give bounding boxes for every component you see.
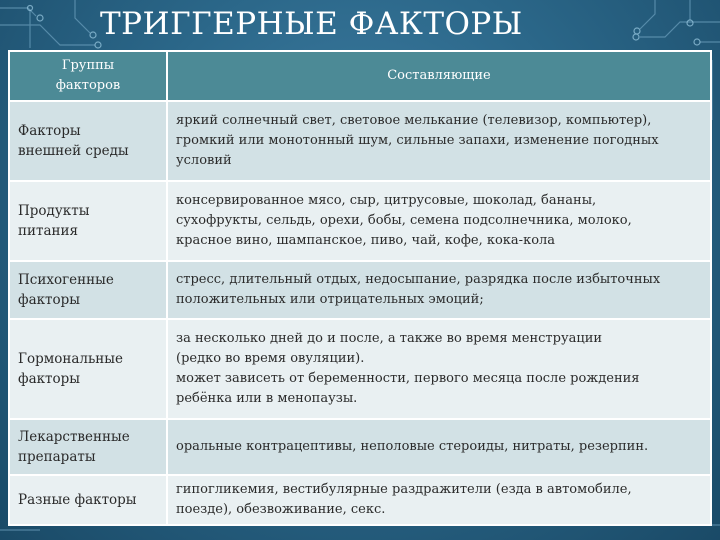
component-line: сухофрукты, сельдь, орехи, бобы, семена подсолнечника, молоко, (176, 213, 632, 228)
row-group (9, 319, 167, 419)
row-components (167, 475, 711, 525)
row-group (9, 261, 167, 319)
component-line: громкий или монотонный шум, сильные запахи, изменение погодных (176, 133, 659, 148)
row-group (9, 419, 167, 475)
slide-title: ТРИГГЕРНЫЕ ФАКТОРЫ (100, 6, 523, 42)
row-components (167, 261, 711, 319)
component-line: поезде), обезвоживание, секс. (176, 502, 386, 517)
group-line: Факторы (18, 123, 81, 139)
component-line: оральные контрацептивы, неполовые стероиды, нитраты, резерпин. (176, 439, 649, 454)
group-line: Разные факторы (18, 492, 137, 508)
component-line: красное вино, шампанское, пиво, чай, кофе, кока-кола (176, 233, 556, 248)
table-row (9, 319, 711, 419)
header-groups (9, 51, 167, 101)
table-header-row (9, 51, 711, 101)
group-line: Продукты (18, 203, 90, 219)
row-group (9, 475, 167, 525)
component-line: ребёнка или в менопаузы. (176, 391, 358, 406)
table-row (9, 261, 711, 319)
row-components (167, 101, 711, 181)
component-line: консервированное мясо, сыр, цитрусовые, шоколад, бананы, (176, 193, 597, 208)
group-line: препараты (18, 449, 96, 465)
header-groups-line: факторов (55, 78, 121, 93)
component-line: (редко во время овуляции). (176, 351, 365, 366)
table-row (9, 181, 711, 261)
row-group (9, 101, 167, 181)
group-line: Гормональные (18, 351, 124, 367)
table-row (9, 475, 711, 525)
table-row (9, 419, 711, 475)
group-line: Лекарственные (18, 429, 130, 445)
component-line: стресс, длительный отдых, недосыпание, разрядка после избыточных (176, 272, 661, 287)
table-row (9, 101, 711, 181)
row-components (167, 319, 711, 419)
component-line: за несколько дней до и после, а также во время менструации (176, 331, 603, 346)
component-line: может зависеть от беременности, первого месяца после рождения (176, 371, 640, 386)
group-line: Психогенные (18, 272, 114, 288)
trigger-factors-table (8, 50, 712, 526)
row-components (167, 419, 711, 475)
row-group (9, 181, 167, 261)
group-line: питания (18, 223, 79, 239)
header-components: Составляющие (167, 51, 711, 101)
component-line: гипогликемия, вестибулярные раздражители (езда в автомобиле, (176, 482, 632, 497)
group-line: внешней среды (18, 143, 129, 159)
row-components (167, 181, 711, 261)
header-groups-line: Группы (61, 58, 115, 73)
group-line: факторы (18, 292, 81, 308)
group-line: факторы (18, 371, 81, 387)
component-line: положительных или отрицательных эмоций; (176, 292, 484, 307)
component-line: условий (176, 153, 232, 168)
component-line: яркий солнечный свет, световое мелькание (телевизор, компьютер), (176, 113, 652, 128)
